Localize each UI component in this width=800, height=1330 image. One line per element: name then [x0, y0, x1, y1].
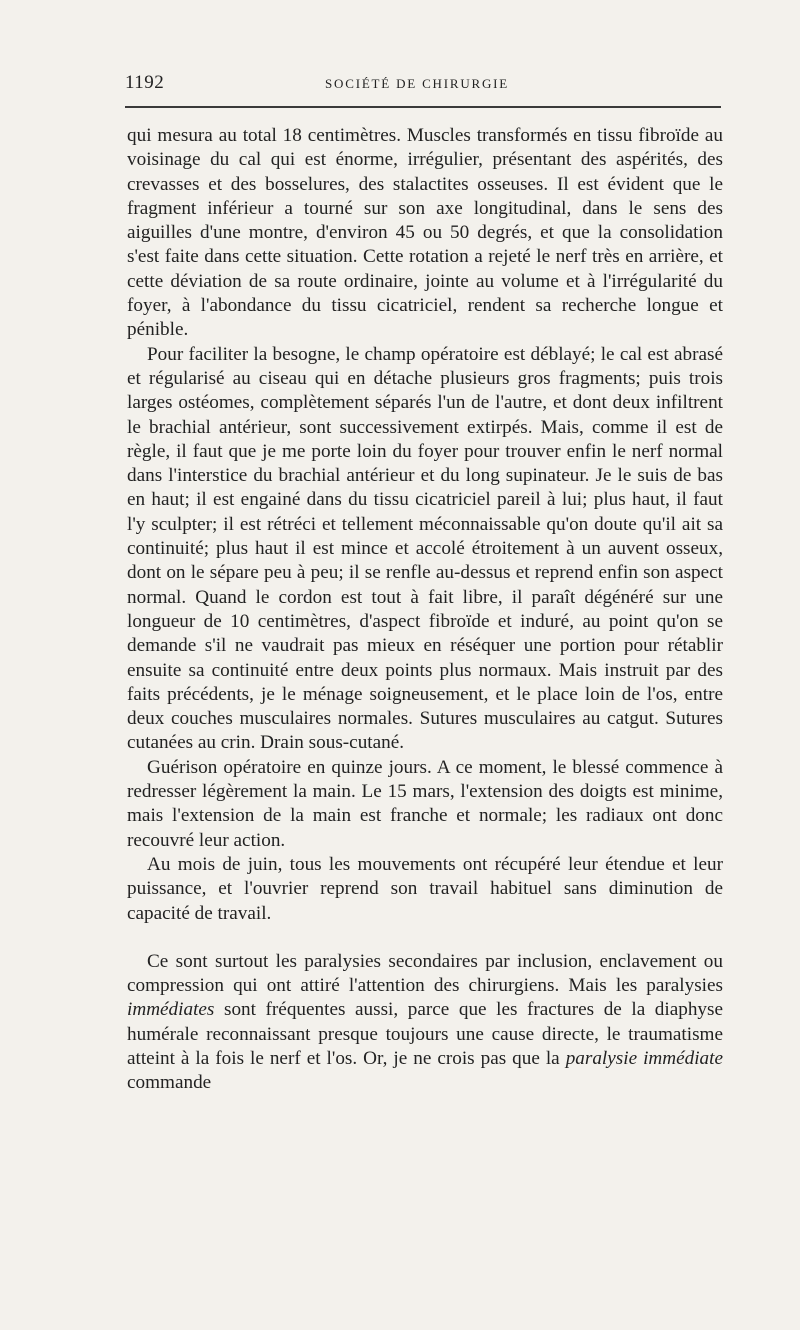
- page-number: 1192: [125, 72, 165, 93]
- paragraph-5-part-3: commande: [127, 1072, 212, 1094]
- paragraph-1: qui mesura au total 18 centimètres. Muscles transformés en tissu fibroïde au voisinage du cal qui est énorme, irrégulier, présentant des aspérités, des crevasses et des bosselures, des stalactites osseuses. Il est évident que le fragment inférieur a tourné sur son axe longitudinal, dans le sens des aiguilles d'une montre, d'environ 45 ou 50 degrés, et que la consolidation s'est faite dans cette situation. Cette rotation a rejeté le nerf très en arrière, et cette déviation de sa route ordinaire, jointe au volume et à l'irrégularité du foyer, à l'abondance du tissu cicatriciel, rendent sa recherche longue et pénible.: [127, 125, 723, 341]
- italic-immediates: immédiates: [127, 999, 215, 1021]
- italic-paralysie-immediate: paralysie immédiate: [565, 1047, 724, 1069]
- running-title: SOCIÉTÉ DE CHIRURGIE: [325, 76, 510, 91]
- paragraph-3: Guérison opératoire en quinze jours. A ce moment, le blessé commence à redresser légèrement la main. Le 15 mars, l'extension des doigts est minime, mais l'extension de la main est franche et normale; les radiaux ont donc recouvré leur action.: [127, 756, 723, 851]
- header-rule: [125, 106, 721, 108]
- paragraph-4: Au mois de juin, tous les mouvements ont récupéré leur étendue et leur puissance, et l'ouvrier reprend son travail habituel sans diminution de capacité de travail.: [127, 853, 723, 924]
- paragraph-2: Pour faciliter la besogne, le champ opératoire est déblayé; le cal est abrasé et régularisé au ciseau qui en détache plusieurs gros fragments; puis trois larges ostéomes, complètement séparés l'un de l'autre, et dont deux infiltrent le brachial antérieur, sont successivement extirpés. Mais, comme il est de règle, il faut que je me porte loin du foyer pour trouver enfin le nerf normal dans l'interstice du brachial antérieur et du long supinateur. Je le suis de bas en haut; il est engainé dans du tissu cicatriciel pareil à lui; plus haut, il faut l'y sculpter; il est rétréci et tellement méconnaissable qu'on doute qu'il ait sa continuité; plus haut il est mince et accolé étroitement à un auvent osseux, dont on le sépare peu à peu; il se renfle au-dessus et reprend enfin son aspect normal. Quand le cordon est tout à fait libre, il paraît dégénéré sur une longueur de 10 centimètres, d'aspect fibroïde et induré, au point qu'on se demande s'il ne vaudrait pas mieux en réséquer une portion pour rétablir ensuite sa continuité entre deux points plus normaux. Mais instruit par des faits précédents, je le ménage soigneusement, et le place loin de l'os, entre deux couches musculaires normales. Sutures musculaires au catgut. Sutures cutanées au crin. Drain sous-cutané.: [127, 343, 723, 754]
- body-text: [127, 124, 723, 1096]
- paragraph-5: [127, 950, 723, 1096]
- section-gap: [127, 926, 723, 950]
- paragraph-5-part-1: Ce sont surtout les paralysies secondaires par inclusion, enclavement ou compression qui ont attiré l'attention des chirurgiens. Mais les paralysies: [127, 950, 723, 997]
- paragraph-5-part-2: sont fréquentes aussi, parce que les fractures de la diaphyse humérale reconnaissant presque toujours une cause directe, le traumatisme atteint à la fois le nerf et l'os. Or, je ne crois pas que la: [127, 999, 723, 1069]
- page-header: [125, 66, 725, 106]
